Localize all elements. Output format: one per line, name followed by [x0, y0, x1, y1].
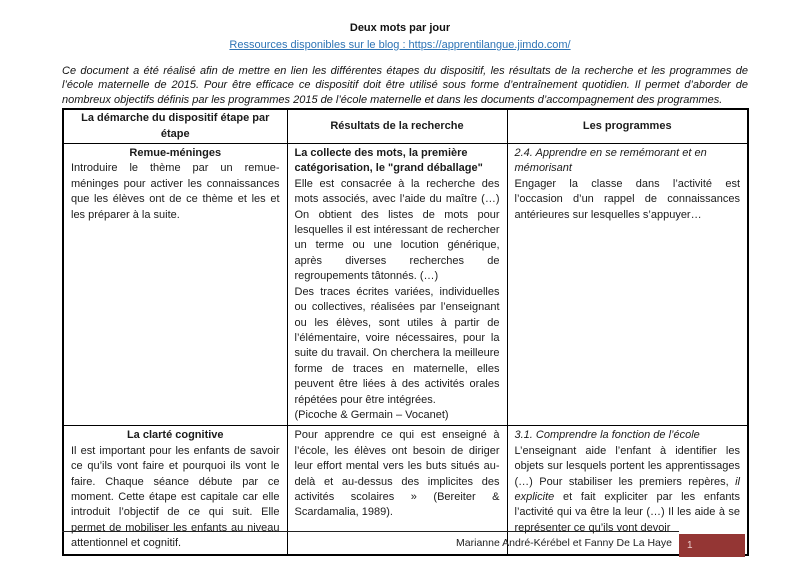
footer-divider-line [62, 531, 679, 532]
research-paragraph-2: Des traces écrites variées, individuelles ou collectives, réalisées par l’enseignant ou les élèves, sont utiles à partir de l’élémentaire, voire nécessaires, pour la suite du travail. On cherchera la meilleure forme de traces en maternelle, elles peuvent être liées à des activités orales répétées pour être intégrées. [294, 285, 500, 406]
table-row-remue-meninges [63, 144, 748, 426]
column-header-resultats: Résultats de la recherche [287, 109, 507, 143]
step-title: La clarté cognitive [126, 429, 224, 442]
page-title: Deux mots par jour [349, 22, 451, 34]
step-title: Remue-méninges [129, 147, 222, 160]
intro-paragraph: Ce document a été réalisé afin de mettre en lien les différentes étapes du dispositif, les résultats de la recherche et les programmes de l’école maternelle de 2015. Pour être efficace ce dispositif doit être utilisé sous forme d’entraînement quotidien. Il permet d’aborder de nombreux objectifs définis par les programmes 2015 de l’école maternelle et dans les documents d’accompagnement des programmes. [62, 65, 748, 106]
table-row-clarte-cognitive [63, 426, 748, 555]
blog-hyperlink[interactable]: Ressources disponibles sur le blog : https://apprentilangue.jimdo.com/ [229, 39, 571, 51]
step-text: Il est important pour les enfants de savoir ce qu’ils vont faire et pourquoi ils vont le faire. Chaque séance débute par ce moment. Cette étape est capitale car elle introduit l’objectif de ce qui suit. Elle permet de mobiliser les enfants au niveau attentionnel et cognitif. [71, 444, 280, 550]
table-header-row [63, 109, 748, 143]
cell-programme-2-4 [507, 144, 748, 426]
column-header-demarche: La démarche du dispositif étape par étape [63, 109, 287, 143]
programme-reference-title: 3.1. Comprendre la fonction de l’école [514, 429, 700, 442]
footer-authors: Marianne André-Kérébel et Fanny De La Haye [456, 537, 672, 549]
column-header-programmes: Les programmes [507, 109, 748, 143]
programme-text: Engager la classe dans l’activité est l’occasion d’un rappel de connaissances antérieures sur lesquelles s’appuyer… [514, 177, 740, 221]
programme-text-before: L’enseignant aide l’enfant à identifier les objets sur lesquels portent les apprentissages (…) Pour stabiliser les premiers repères, [514, 444, 740, 488]
research-text: Pour apprendre ce qui est enseigné à l’école, les élèves ont besoin de diriger leur effort mental vers les buts situés au-delà et au-dessus des implicites des activités scolaires » (Bereiter & Scardamalia, 1989). [294, 429, 500, 519]
cell-research-apprendre [287, 426, 507, 555]
programme-text-emphasis: il explicite [514, 475, 740, 503]
page-number-badge [679, 534, 745, 557]
research-citation: (Picoche & Germain – Vocanet) [294, 408, 449, 421]
research-title: La collecte des mots, la première catégorisation, le "grand déballage" [294, 147, 483, 175]
programme-text [515, 444, 741, 536]
programme-reference-title: 2.4. Apprendre en se remémorant et en mémorisant [514, 147, 707, 175]
step-text: Introduire le thème par un remue-méninges pour activer les connaissances que les élèves ont de ce thème et les et les préparer à la suite. [71, 162, 280, 221]
comparison-table [62, 108, 749, 555]
page-number: 1 [687, 540, 693, 551]
cell-step-remue-meninges [63, 144, 287, 426]
programme-text-after: et fait expliciter par les enfants l’activité qui va être la leur (…) Il les aide à se représenter ce qu’ils vont devoir [514, 490, 740, 534]
cell-research-collecte [287, 144, 507, 426]
cell-step-clarte-cognitive [63, 426, 287, 555]
research-paragraph-1: Elle est consacrée à la recherche des mots associés, avec l’aide du maître (…) On obtient des listes de mots pour lesquelles il est intéressant de rechercher un terme ou une locution générique, après diverses recherches de regroupements tâtonnés. (…) [294, 177, 500, 283]
